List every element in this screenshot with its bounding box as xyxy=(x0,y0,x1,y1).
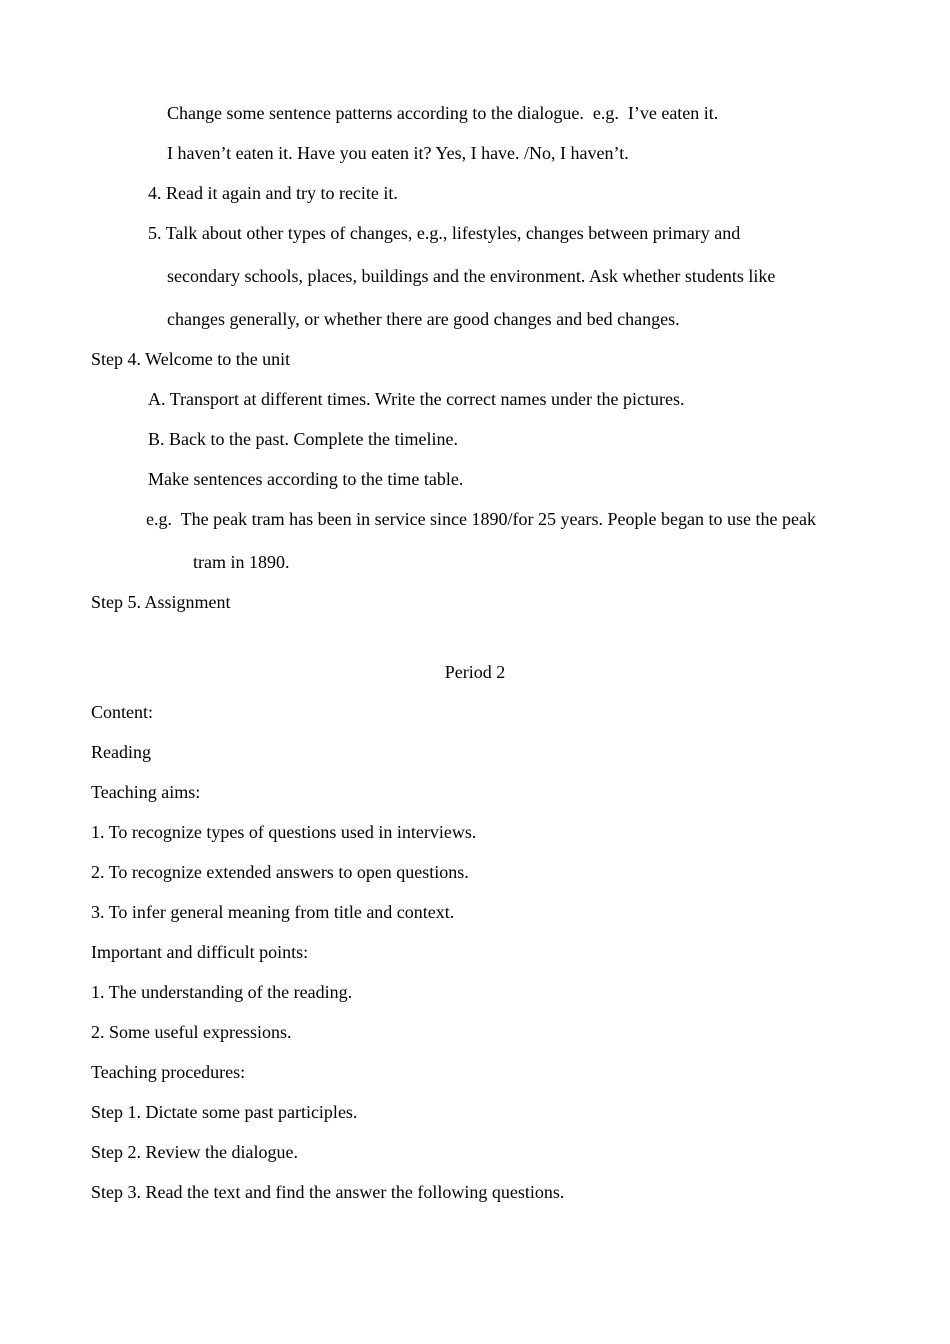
teaching-procedures-label: Teaching procedures: xyxy=(91,1062,246,1082)
period-2-title: Period 2 xyxy=(444,662,506,682)
procedure-step: Step 1. Dictate some past participles. xyxy=(91,1102,358,1122)
examples-line: I haven’t eaten it. Have you eaten it? Yes, I have. /No, I haven’t. xyxy=(167,143,629,163)
example-line-2: tram in 1890. xyxy=(193,552,290,572)
point-item: 1. The understanding of the reading. xyxy=(91,982,353,1002)
change-patterns-line: Change some sentence patterns according to the dialogue. e.g. I’ve eaten it. xyxy=(167,103,719,123)
point-item: 2. Some useful expressions. xyxy=(91,1022,292,1042)
item-5-line-2: secondary schools, places, buildings and the environment. Ask whether students like xyxy=(167,266,776,286)
step-4-heading: Step 4. Welcome to the unit xyxy=(91,349,291,369)
step-4-item-a: A. Transport at different times. Write the correct names under the pictures. xyxy=(148,389,685,409)
make-sentences-line: Make sentences according to the time table. xyxy=(148,469,464,489)
aim-item: 1. To recognize types of questions used in interviews. xyxy=(91,822,477,842)
procedure-step: Step 2. Review the dialogue. xyxy=(91,1142,298,1162)
aim-item: 2. To recognize extended answers to open questions. xyxy=(91,862,469,882)
example-line-1: e.g. The peak tram has been in service since 1890/for 25 years. People began to use the peak xyxy=(146,509,816,529)
item-4: 4. Read it again and try to recite it. xyxy=(148,183,398,203)
item-5-line-3: changes generally, or whether there are good changes and bed changes. xyxy=(167,309,680,329)
content-value: Reading xyxy=(91,742,151,762)
procedure-step: Step 3. Read the text and find the answer the following questions. xyxy=(91,1182,565,1202)
item-5-line-1: 5. Talk about other types of changes, e.g., lifestyles, changes between primary and xyxy=(148,223,741,243)
important-points-label: Important and difficult points: xyxy=(91,942,309,962)
teaching-aims-label: Teaching aims: xyxy=(91,782,201,802)
step-4-item-b: B. Back to the past. Complete the timeline. xyxy=(148,429,458,449)
aim-item: 3. To infer general meaning from title and context. xyxy=(91,902,455,922)
content-label: Content: xyxy=(91,702,153,722)
step-5-heading: Step 5. Assignment xyxy=(91,592,231,612)
